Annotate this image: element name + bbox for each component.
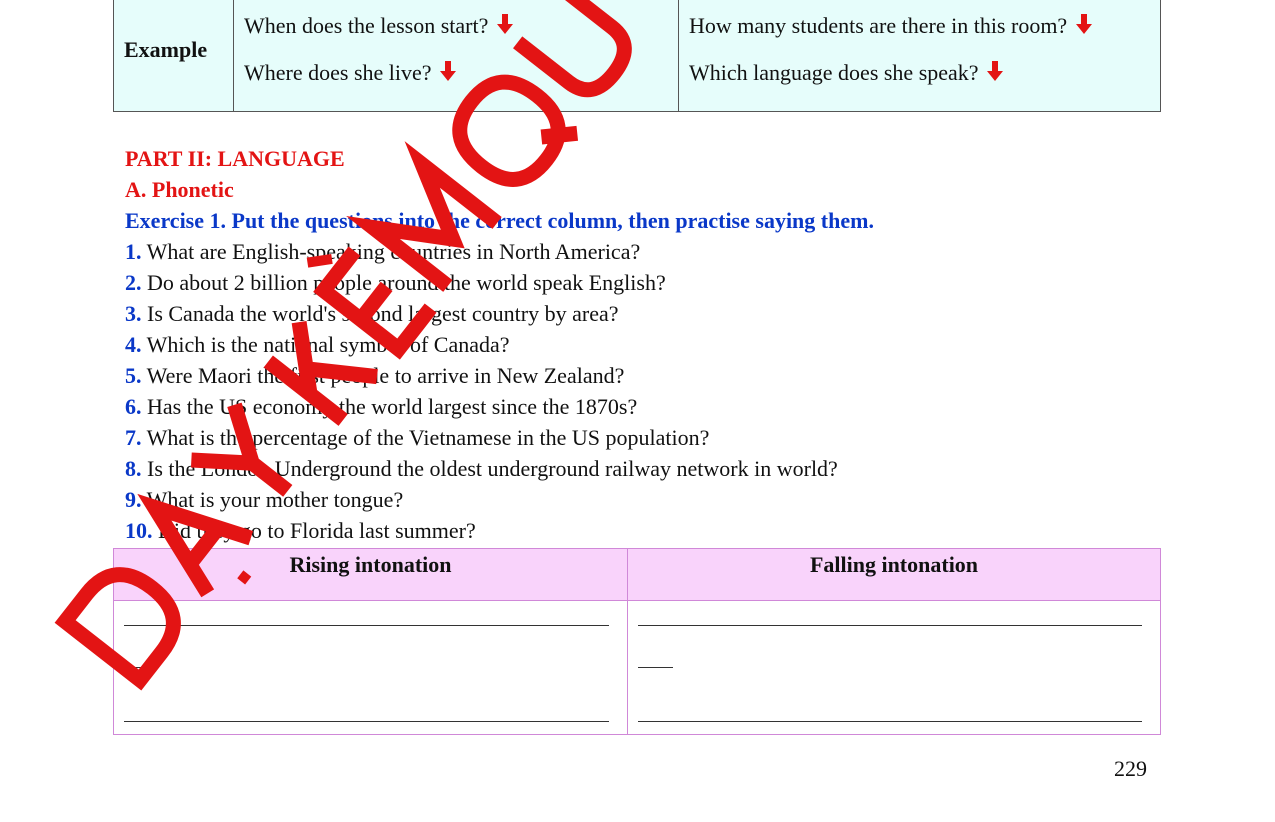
- down-arrow-icon: [439, 51, 457, 97]
- falling-intonation-header: Falling intonation: [628, 549, 1161, 601]
- question-number: 10.: [125, 518, 153, 543]
- question-item: [125, 360, 1165, 391]
- question-number: 7.: [125, 425, 142, 450]
- question-item: [125, 298, 1165, 329]
- answer-blank-line: [638, 721, 1142, 722]
- question-number: 2.: [125, 270, 142, 295]
- example-question-text: How many students are there in this room?: [689, 13, 1068, 38]
- question-item: [125, 267, 1165, 298]
- question-number: 6.: [125, 394, 142, 419]
- question-item: [125, 236, 1165, 267]
- question-item: [125, 453, 1165, 484]
- question-text: What is your mother tongue?: [146, 487, 404, 512]
- down-arrow-icon: [496, 4, 514, 50]
- example-question-text: Where does she live?: [244, 60, 432, 85]
- example-falling-column: [679, 0, 1161, 112]
- question-number: 4.: [125, 332, 142, 357]
- falling-answer-cell[interactable]: [628, 601, 1161, 735]
- exercise-section: [125, 143, 1165, 546]
- example-question-text: Which language does she speak?: [689, 60, 979, 85]
- example-table: [113, 0, 1161, 112]
- question-number: 1.: [125, 239, 142, 264]
- question-text: What is the percentage of the Vietnamese in the US population?: [146, 425, 710, 450]
- intonation-table: [113, 548, 1161, 735]
- question-number: 8.: [125, 456, 142, 481]
- question-text: Were Maori the first people to arrive in New Zealand?: [146, 363, 625, 388]
- answer-blank-line: [124, 667, 159, 668]
- exercise-heading: Exercise 1. Put the questions into the correct column, then practise saying them.: [125, 208, 874, 233]
- question-text: Which is the national symbol of Canada?: [146, 332, 510, 357]
- question-item: [125, 484, 1165, 515]
- question-item: [125, 329, 1165, 360]
- question-number: 5.: [125, 363, 142, 388]
- question-text: Do about 2 billion people around the world speak English?: [147, 270, 666, 295]
- example-question: [689, 50, 1160, 97]
- question-text: Did they go to Florida last summer?: [158, 518, 476, 543]
- question-text: Is the London Underground the oldest underground railway network in world?: [147, 456, 838, 481]
- example-rising-column: [234, 0, 679, 112]
- example-label: Example: [114, 0, 234, 112]
- answer-blank-line: [638, 625, 1142, 626]
- rising-intonation-header: Rising intonation: [114, 549, 628, 601]
- example-question-text: When does the lesson start?: [244, 13, 489, 38]
- question-number: 3.: [125, 301, 142, 326]
- question-item: [125, 422, 1165, 453]
- intonation-answer-row: [114, 601, 1161, 735]
- example-question: [244, 3, 678, 50]
- example-question: [689, 3, 1160, 50]
- answer-blank-line: [124, 625, 609, 626]
- question-number: 9.: [125, 487, 142, 512]
- question-item: [125, 515, 1165, 546]
- answer-blank-line: [638, 667, 673, 668]
- page-number: 229: [1114, 756, 1147, 781]
- rising-answer-cell[interactable]: [114, 601, 628, 735]
- question-text: Has the US economy the world largest since the 1870s?: [147, 394, 638, 419]
- down-arrow-icon: [1075, 4, 1093, 50]
- example-row: [114, 0, 1161, 112]
- question-item: [125, 391, 1165, 422]
- down-arrow-icon: [986, 51, 1004, 97]
- example-question: [244, 50, 678, 97]
- part-heading: PART II: LANGUAGE: [125, 146, 345, 171]
- answer-blank-line: [124, 721, 609, 722]
- section-heading: A. Phonetic: [125, 177, 234, 202]
- question-text: What are English-speaking countries in North America?: [146, 239, 641, 264]
- intonation-header-row: [114, 549, 1161, 601]
- question-text: Is Canada the world's second largest country by area?: [147, 301, 619, 326]
